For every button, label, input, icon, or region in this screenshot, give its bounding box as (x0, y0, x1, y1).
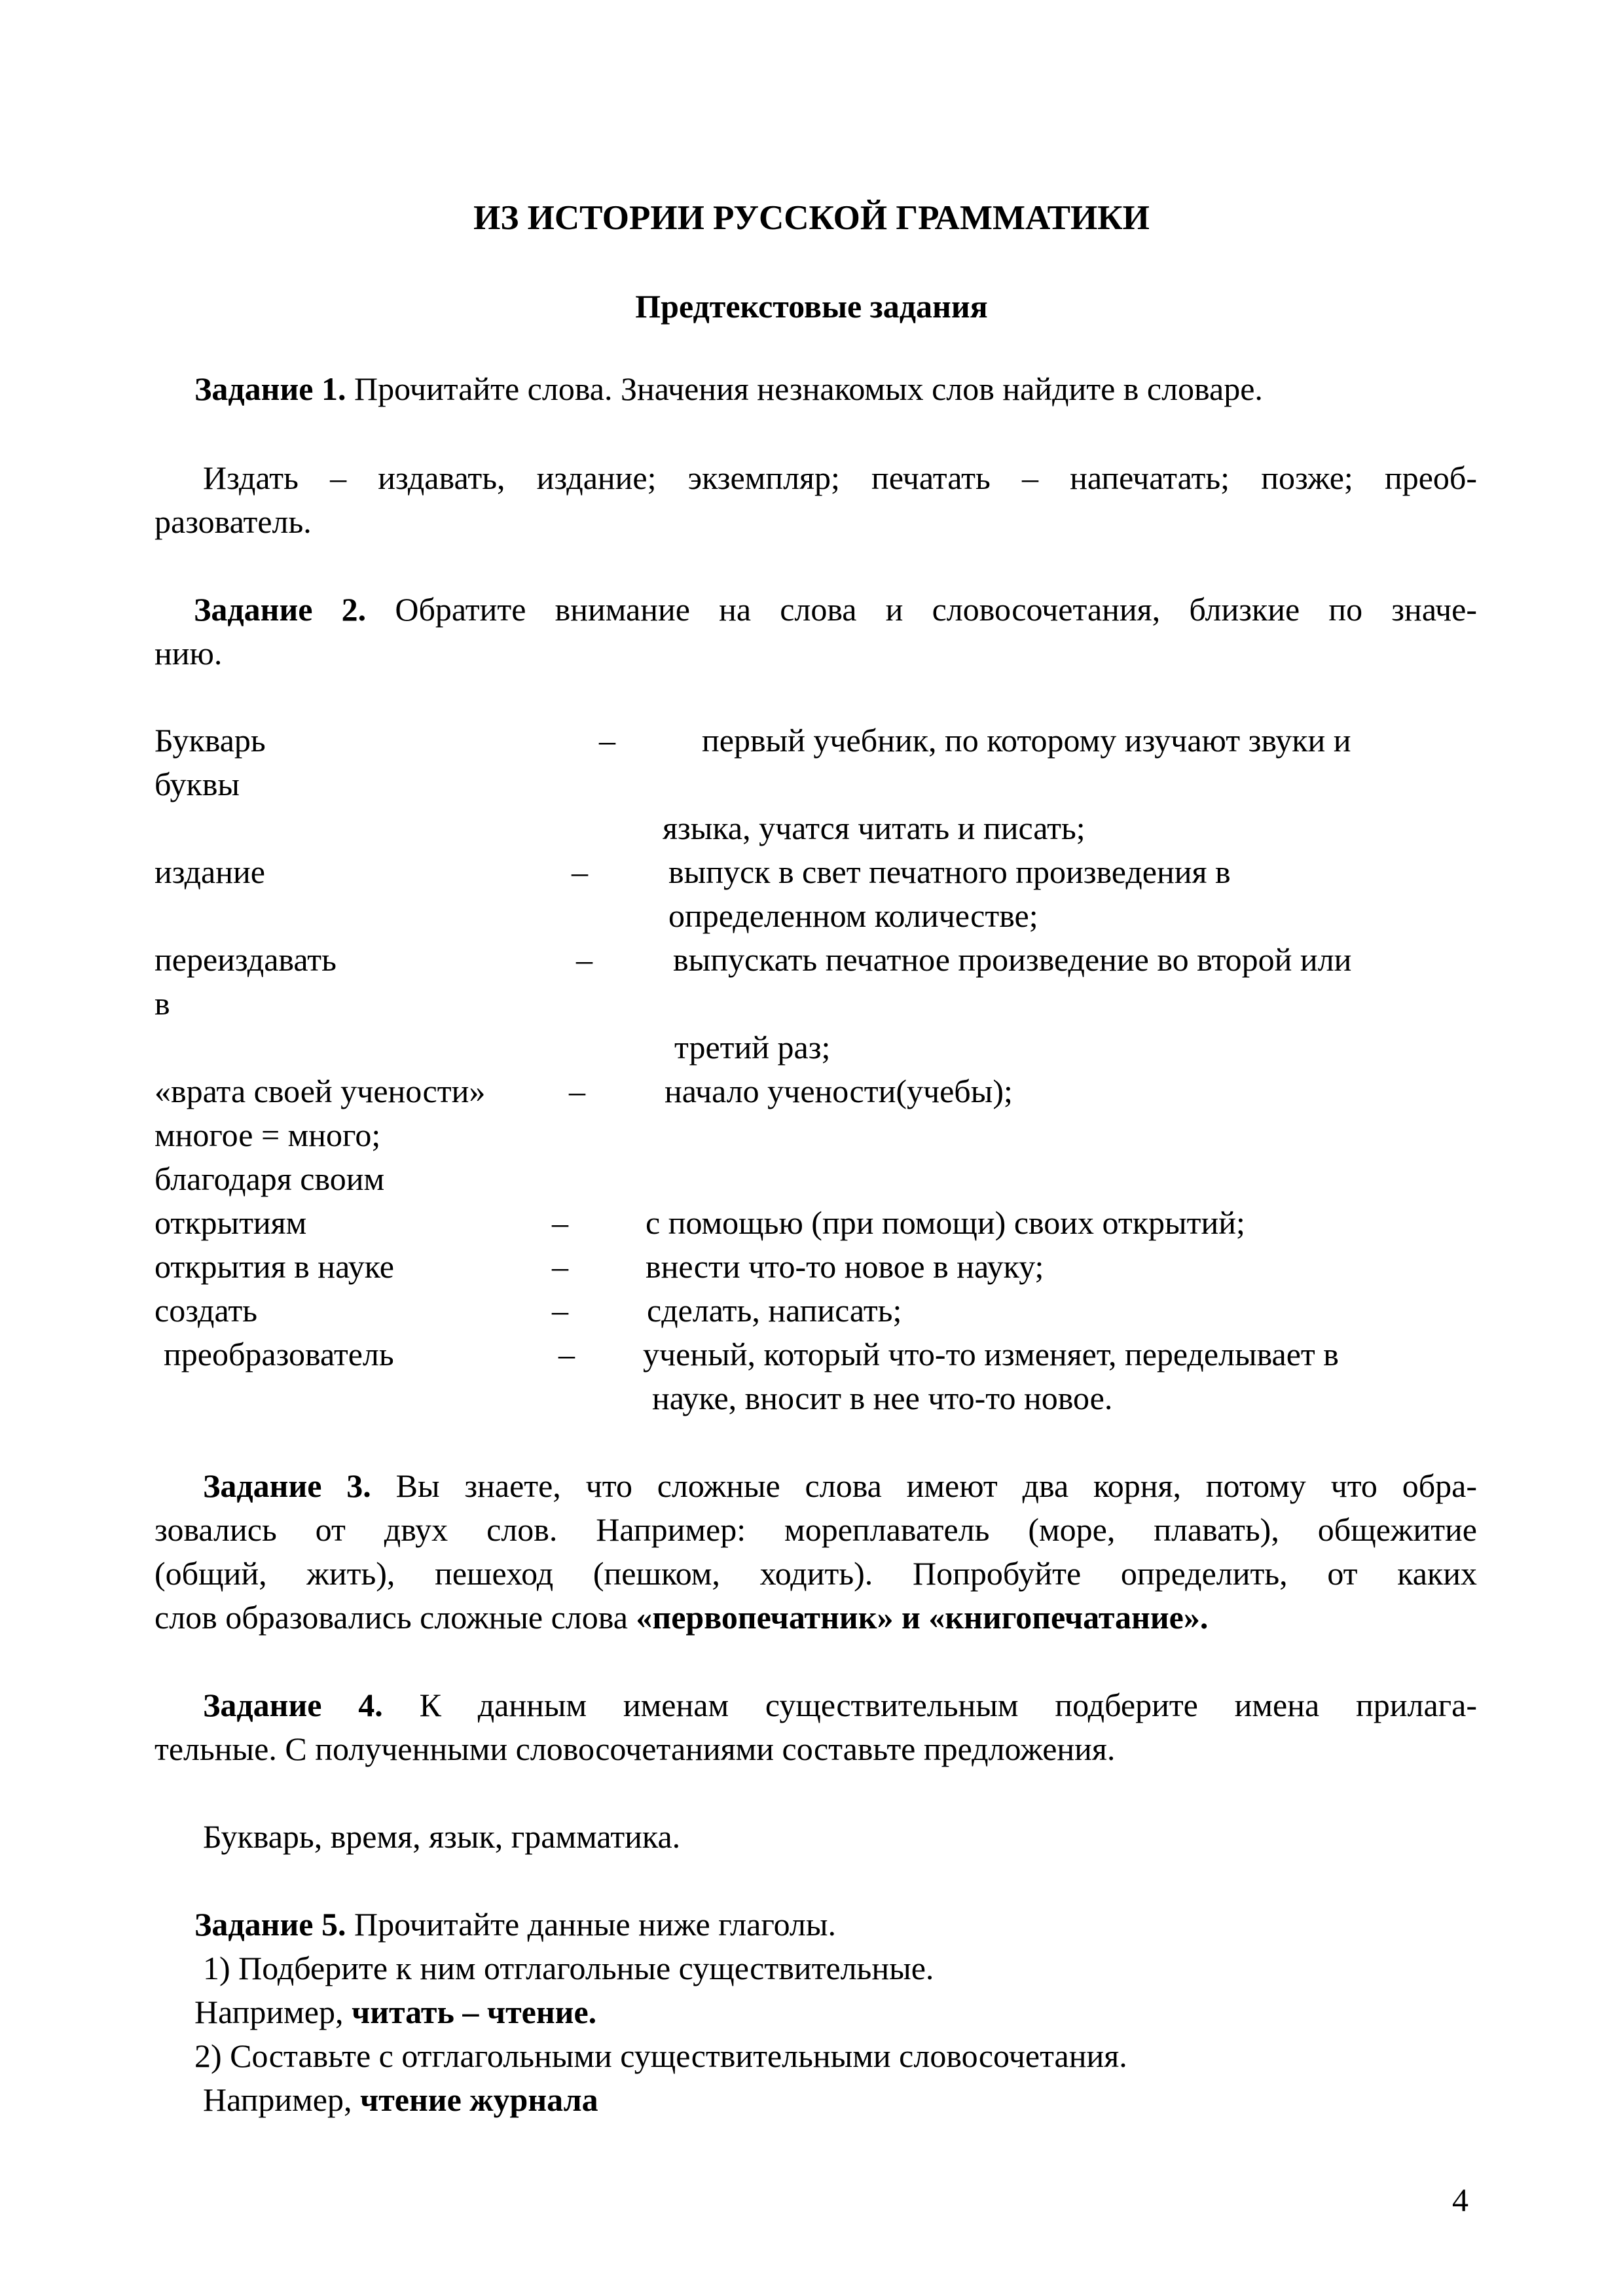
page-number: 4 (1452, 2181, 1468, 2218)
glossary-term: создать (155, 1292, 258, 1329)
glossary-definition: внести что-то новое в науку; (646, 1248, 1044, 1285)
glossary-definition-continuation: языка, учатся читать и писать; (663, 810, 1085, 846)
task5-text: Прочитайте данные ниже глаголы. (354, 1906, 836, 1943)
page-title: ИЗ ИСТОРИИ РУССКОЙ ГРАММАТИКИ (473, 199, 1150, 237)
glossary-definition: с помощью (при помощи) своих открытий; (646, 1204, 1245, 1241)
task4-label: Задание 4. (203, 1687, 383, 1723)
glossary-definition-continuation: науке, вносит в нее что-то новое. (652, 1380, 1113, 1416)
task2-paragraph (155, 588, 1477, 675)
section-subtitle: Предтекстовые задания (635, 288, 988, 325)
glossary-dash: – (572, 853, 588, 890)
task3-line3: (общий, жить), пешеход (пешком, ходить). Попробуйте определить, от каких (155, 1555, 1477, 1592)
glossary-definition-continuation: определенном количестве; (668, 897, 1038, 934)
glossary-term: издание (155, 853, 265, 890)
task1-words (155, 456, 1477, 544)
glossary-term: Букварь (155, 722, 266, 759)
glossary-definition: выпускать печатное произведение во второй или (673, 941, 1352, 978)
task1-label: Задание 1. (194, 370, 346, 407)
task3-line1: Задание 3. Вы знаете, что сложные слова имеют два корня, потому что обра- (203, 1467, 1478, 1504)
glossary-definition: выпуск в свет печатного произведения в (668, 853, 1231, 890)
task5-label: Задание 5. (194, 1906, 346, 1943)
glossary-term: благодаря своим (155, 1160, 385, 1197)
task5-example2: Например, чтение журнала (203, 2081, 598, 2118)
task4-words: Букварь, время, язык, грамматика. (203, 1818, 681, 1855)
glossary-dash: – (552, 1248, 568, 1285)
glossary-definition: первый учебник, по которому изучают звуки и (702, 722, 1351, 759)
task1-text: Прочитайте слова. Значения незнакомых слов найдите в словаре. (354, 370, 1263, 407)
task3-compound-words: «первопечатник» и «книгопечатание». (636, 1599, 1209, 1636)
glossary-definition: ученый, который что-то изменяет, переделывает в (643, 1336, 1339, 1372)
task3-line4: слов образовались сложные слова «первопечатник» и «книгопечатание». (155, 1599, 1209, 1636)
task1-paragraph (194, 367, 1263, 411)
task2-line1: Задание 2. Обратите внимание на слова и словосочетания, близкие по значе- (194, 591, 1477, 628)
glossary-term-continuation: буквы (155, 766, 240, 802)
task1-words-line1: Издать – издавать, издание; экземпляр; печатать – напечатать; позже; преоб- (203, 459, 1477, 496)
task3-label: Задание 3. (203, 1467, 371, 1504)
task5-example1: Например, читать – чтение. (194, 1994, 597, 2030)
task3-paragraph (155, 1464, 1477, 1640)
task4-paragraph (155, 1683, 1477, 1771)
glossary-term: многое = много; (155, 1117, 381, 1153)
task2-line2: нию. (155, 635, 223, 672)
glossary-definition: сделать, написать; (647, 1292, 902, 1329)
task5-paragraph (194, 1903, 836, 1946)
glossary-definition-continuation: третий раз; (674, 1029, 831, 1066)
task4-line1: Задание 4. К данным именам существительным подберите имена прилага- (203, 1687, 1478, 1723)
task5-step2: 2) Составьте с отглагольными существительными словосочетания. (194, 2037, 1127, 2074)
glossary-term-continuation: в (155, 985, 170, 1022)
glossary-dash: – (552, 1204, 568, 1241)
glossary-dash: – (576, 941, 593, 978)
task1-words-line2: разователь. (155, 503, 312, 540)
glossary-dash: – (599, 722, 615, 759)
glossary-definition: начало учености(учебы); (665, 1073, 1013, 1109)
glossary-dash: – (569, 1073, 585, 1109)
glossary-term: открытиям (155, 1204, 307, 1241)
glossary-term: «врата своей учености» (155, 1073, 486, 1109)
task2-label: Задание 2. (194, 591, 367, 628)
task3-line2: зовались от двух слов. Например: мореплаватель (море, плавать), общежитие (155, 1511, 1477, 1548)
task5-step1: 1) Подберите к ним отглагольные существительные. (203, 1950, 934, 1986)
glossary-term: преобразователь (164, 1336, 394, 1372)
glossary-dash: – (552, 1292, 568, 1329)
task4-line2: тельные. С полученными словосочетаниями составьте предложения. (155, 1731, 1116, 1767)
glossary-term: переиздавать (155, 941, 337, 978)
glossary-term: открытия в науке (155, 1248, 394, 1285)
glossary-dash: – (558, 1336, 575, 1372)
